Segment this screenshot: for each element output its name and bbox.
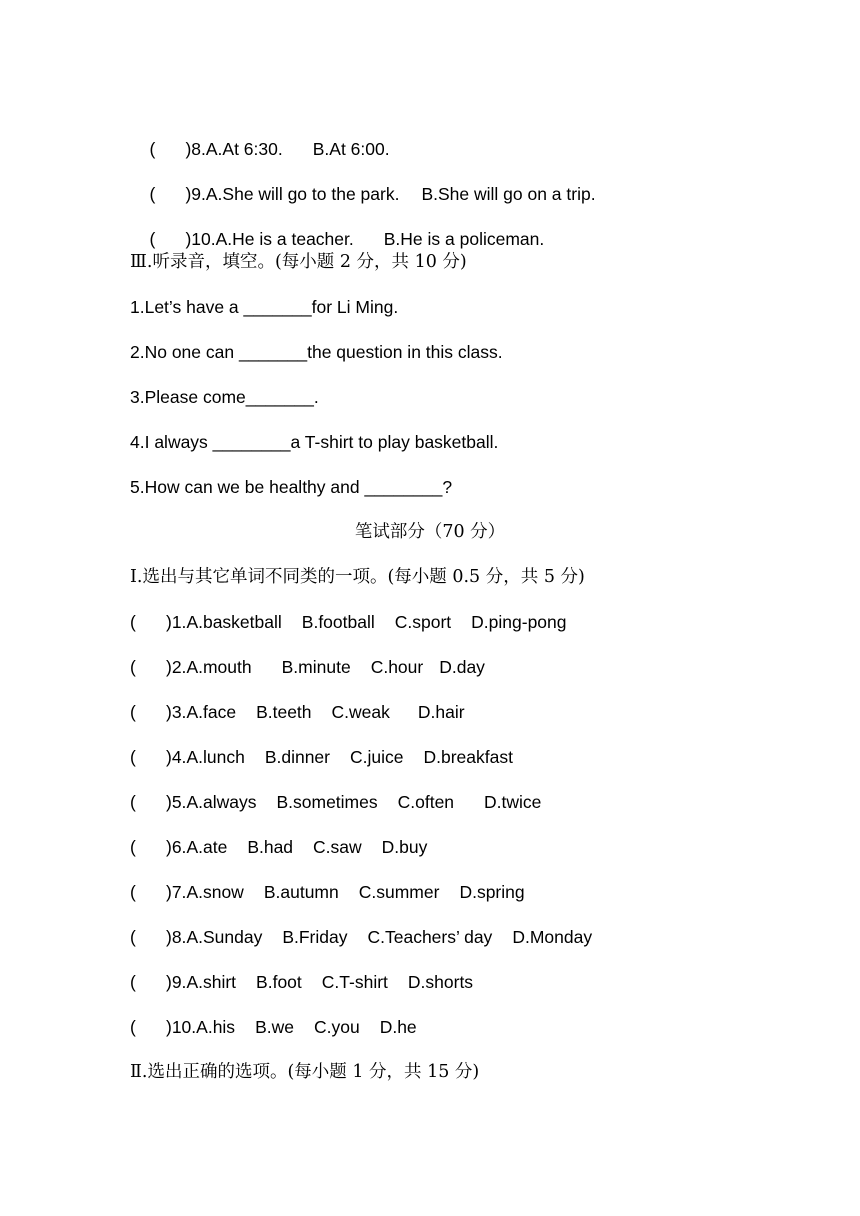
written-section-1-title: Ⅰ.选出与其它单词不同类的一项。(每小题 0.5 分，共 5 分) xyxy=(130,567,585,587)
odd-one-out-item-1 xyxy=(130,611,567,633)
answer-paren: ( xyxy=(130,612,136,632)
option-c: C.often xyxy=(397,792,455,812)
answer-paren: ( xyxy=(130,837,136,857)
option-a: )10.A.He is a teacher. xyxy=(185,229,354,249)
option-d: D.day xyxy=(439,657,485,677)
option-b: B.minute xyxy=(281,657,351,677)
option-c: C.hour xyxy=(370,657,424,677)
option-c: C.juice xyxy=(350,747,404,767)
option-d: D.Monday xyxy=(512,927,593,947)
odd-one-out-item-4 xyxy=(130,746,513,768)
odd-one-out-item-6 xyxy=(130,836,427,858)
option-a: A.shirt xyxy=(186,972,237,992)
option-a: A.mouth xyxy=(186,657,252,677)
option-d: D.spring xyxy=(459,882,525,902)
odd-one-out-item-5 xyxy=(130,791,541,813)
option-c: C.Teachers’ day xyxy=(367,927,493,947)
fill-blank-2: 2.No one can _______the question in this class. xyxy=(130,342,503,362)
option-d: D.shorts xyxy=(407,972,474,992)
section-3-title: Ⅲ.听录音，填空。(每小题 2 分，共 10 分) xyxy=(130,252,467,272)
fill-blank-5: 5.How can we be healthy and ________? xyxy=(130,477,453,497)
answer-paren: ( xyxy=(130,927,136,947)
option-b: B.He is a policeman. xyxy=(383,229,545,249)
option-d: D.he xyxy=(379,1017,417,1037)
question-number: )9. xyxy=(166,972,187,992)
option-d: D.twice xyxy=(484,792,542,812)
odd-one-out-item-7 xyxy=(130,881,525,903)
option-d: D.breakfast xyxy=(423,747,513,767)
option-a: A.ate xyxy=(186,837,228,857)
option-a: A.his xyxy=(196,1017,236,1037)
option-b: B.She will go on a trip. xyxy=(421,184,596,204)
answer-paren: ( xyxy=(149,184,156,204)
question-number: )5. xyxy=(166,792,187,812)
option-c: C.you xyxy=(313,1017,360,1037)
question-number: )7. xyxy=(166,882,187,902)
option-d: D.buy xyxy=(381,837,428,857)
option-d: D.hair xyxy=(417,702,465,722)
answer-paren: ( xyxy=(130,972,136,992)
option-b: B.had xyxy=(247,837,294,857)
option-a: )8.A.At 6:30. xyxy=(185,139,283,159)
option-b: B.dinner xyxy=(264,747,330,767)
option-a: A.Sunday xyxy=(186,927,263,947)
fill-blank-3: 3.Please come_______. xyxy=(130,387,319,407)
answer-paren: ( xyxy=(130,657,136,677)
odd-one-out-item-8 xyxy=(130,926,592,948)
option-b: B.sometimes xyxy=(276,792,378,812)
option-b: B.football xyxy=(301,612,375,632)
option-a: A.always xyxy=(186,792,257,812)
odd-one-out-item-10 xyxy=(130,1016,417,1038)
odd-one-out-item-2 xyxy=(130,656,485,678)
option-a: A.snow xyxy=(186,882,244,902)
answer-paren: ( xyxy=(149,229,156,249)
fill-blank-4: 4.I always ________a T-shirt to play basketball. xyxy=(130,432,499,452)
question-number: )4. xyxy=(166,747,187,767)
option-b: B.autumn xyxy=(263,882,339,902)
option-b: B.Friday xyxy=(282,927,348,947)
question-number: )10. xyxy=(166,1017,197,1037)
option-b: B.foot xyxy=(256,972,302,992)
answer-paren: ( xyxy=(130,702,136,722)
option-b: B.At 6:00. xyxy=(312,139,390,159)
written-section-2-title: Ⅱ.选出正确的选项。(每小题 1 分，共 15 分) xyxy=(130,1062,480,1082)
answer-paren: ( xyxy=(130,747,136,767)
question-number: )2. xyxy=(166,657,187,677)
option-b: B.we xyxy=(255,1017,294,1037)
option-c: C.weak xyxy=(331,702,390,722)
answer-paren: ( xyxy=(130,792,136,812)
written-part-title: 笔试部分（70 分） xyxy=(354,522,506,542)
option-a: A.lunch xyxy=(186,747,245,767)
option-b: B.teeth xyxy=(256,702,312,722)
question-number: )8. xyxy=(166,927,187,947)
option-c: C.summer xyxy=(358,882,440,902)
option-c: C.T-shirt xyxy=(321,972,388,992)
odd-one-out-item-9 xyxy=(130,971,473,993)
question-number: )3. xyxy=(166,702,187,722)
question-number: )1. xyxy=(166,612,187,632)
option-c: C.saw xyxy=(313,837,362,857)
question-number: )6. xyxy=(166,837,187,857)
option-a: A.face xyxy=(186,702,237,722)
answer-paren: ( xyxy=(149,139,156,159)
answer-paren: ( xyxy=(130,882,136,902)
option-c: C.sport xyxy=(394,612,452,632)
answer-paren: ( xyxy=(130,1017,136,1037)
fill-blank-1: 1.Let’s have a _______for Li Ming. xyxy=(130,297,399,317)
odd-one-out-item-3 xyxy=(130,701,465,723)
option-a: A.basketball xyxy=(186,612,282,632)
option-a: )9.A.She will go to the park. xyxy=(185,184,400,204)
option-d: D.ping-pong xyxy=(471,612,567,632)
